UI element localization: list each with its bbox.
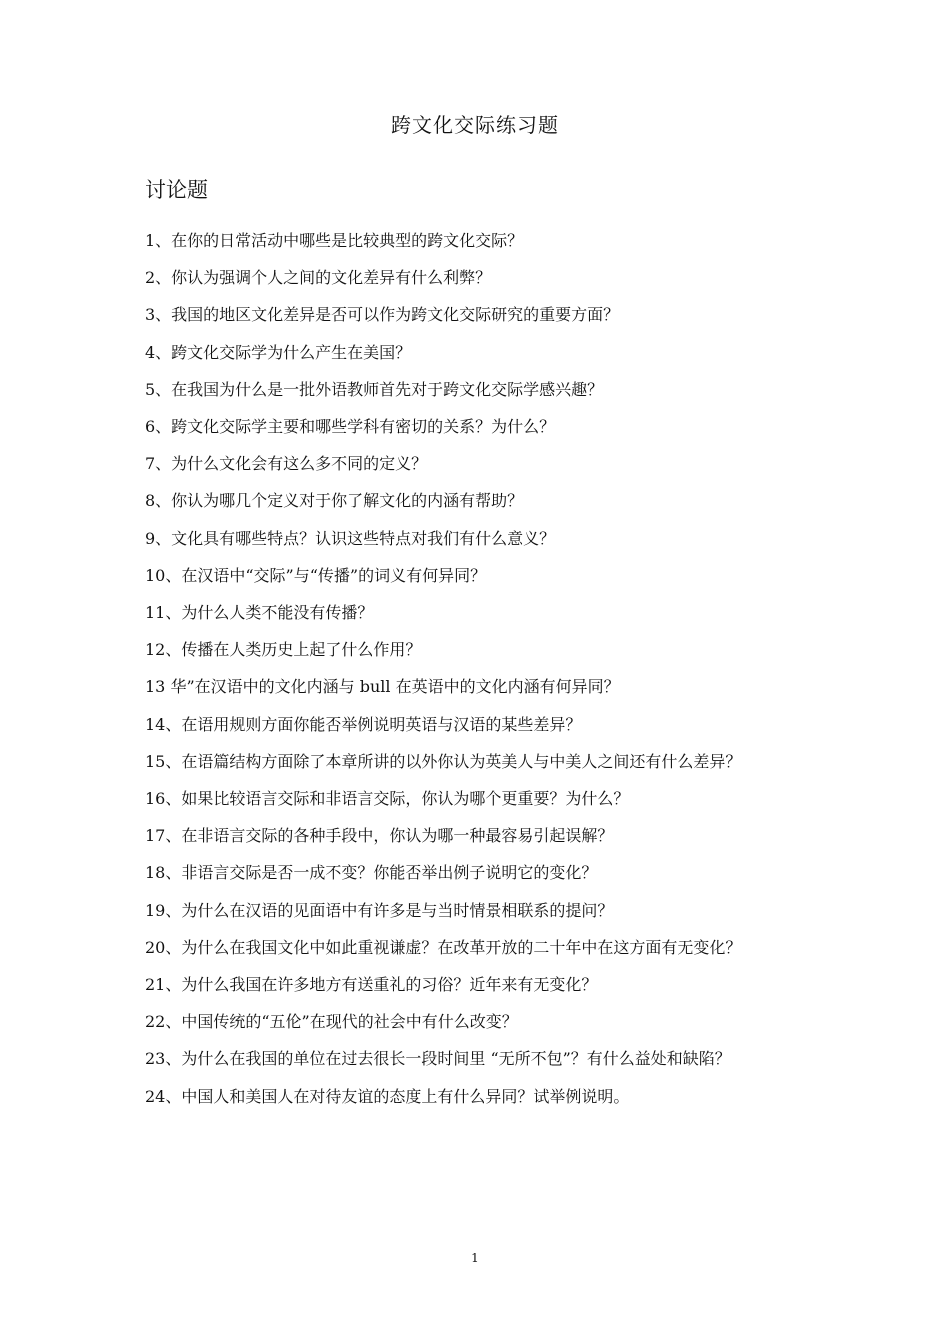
question-item: 9、文化具有哪些特点？认识这些特点对我们有什么意义？: [145, 528, 556, 548]
question-item: 1、在你的日常活动中哪些是比较典型的跨文化交际？: [145, 231, 524, 250]
question-item: 10、在汉语中“交际”与“传播”的词义有何异同？: [145, 565, 487, 585]
question-item: 13 华”在汉语中的文化内涵与 bull 在英语中的文化内涵有何异同？: [145, 677, 620, 697]
question-item: 2、你认为强调个人之间的文化差异有什么利弊？: [145, 268, 492, 288]
question-item: 21、为什么我国在许多地方有送重礼的习俗？近年来有无变化？: [145, 975, 598, 995]
page-number: 1: [471, 1251, 479, 1265]
question-item: 14、在语用规则方面你能否举例说明英语与汉语的某些差异？: [145, 714, 582, 734]
question-item: 3、我国的地区文化差异是否可以作为跨文化交际研究的重要方面？: [145, 305, 620, 325]
question-item: 17、在非语言交际的各种手段中，你认为哪一种最容易引起误解？: [145, 826, 614, 846]
question-list: [145, 222, 807, 1115]
question-item: 4、跨文化交际学为什么产生在美国？: [145, 342, 412, 362]
question-item: 11、为什么人类不能没有传播？: [145, 603, 374, 623]
question-item: 20、为什么在我国文化中如此重视谦虚？在改革开放的二十年中在这方面有无变化？: [145, 937, 742, 957]
question-item: 23、为什么在我国的单位在过去很长一段时间里 “无所不包”？有什么益处和缺陷？: [145, 1049, 731, 1069]
question-item: 15、在语篇结构方面除了本章所讲的以外你认为英美人与中美人之间还有什么差异？: [145, 751, 742, 771]
question-item: 8、你认为哪几个定义对于你了解文化的内涵有帮助？: [145, 491, 524, 511]
question-item: 5、在我国为什么是一批外语教师首先对于跨文化交际学感兴趣？: [145, 379, 604, 399]
question-item: 19、为什么在汉语的见面语中有许多是与当时情景相联系的提问？: [145, 900, 614, 920]
question-item: 22、中国传统的“五伦”在现代的社会中有什么改变？: [145, 1012, 518, 1032]
question-item: 16、如果比较语言交际和非语言交际，你认为哪个更重要？为什么？: [145, 789, 630, 809]
document-title: 跨文化交际练习题: [391, 113, 559, 137]
section-heading: 讨论题: [145, 178, 208, 202]
question-item: 18、非语言交际是否一成不变？你能否举出例子说明它的变化？: [145, 863, 598, 883]
question-item: 7、为什么文化会有这么多不同的定义？: [145, 454, 428, 474]
question-item: 24、中国人和美国人在对待友谊的态度上有什么异同？试举例说明。: [145, 1086, 630, 1106]
question-item: 12、传播在人类历史上起了什么作用？: [145, 640, 422, 660]
question-item: 6、跨文化交际学主要和哪些学科有密切的关系？为什么？: [145, 417, 556, 437]
